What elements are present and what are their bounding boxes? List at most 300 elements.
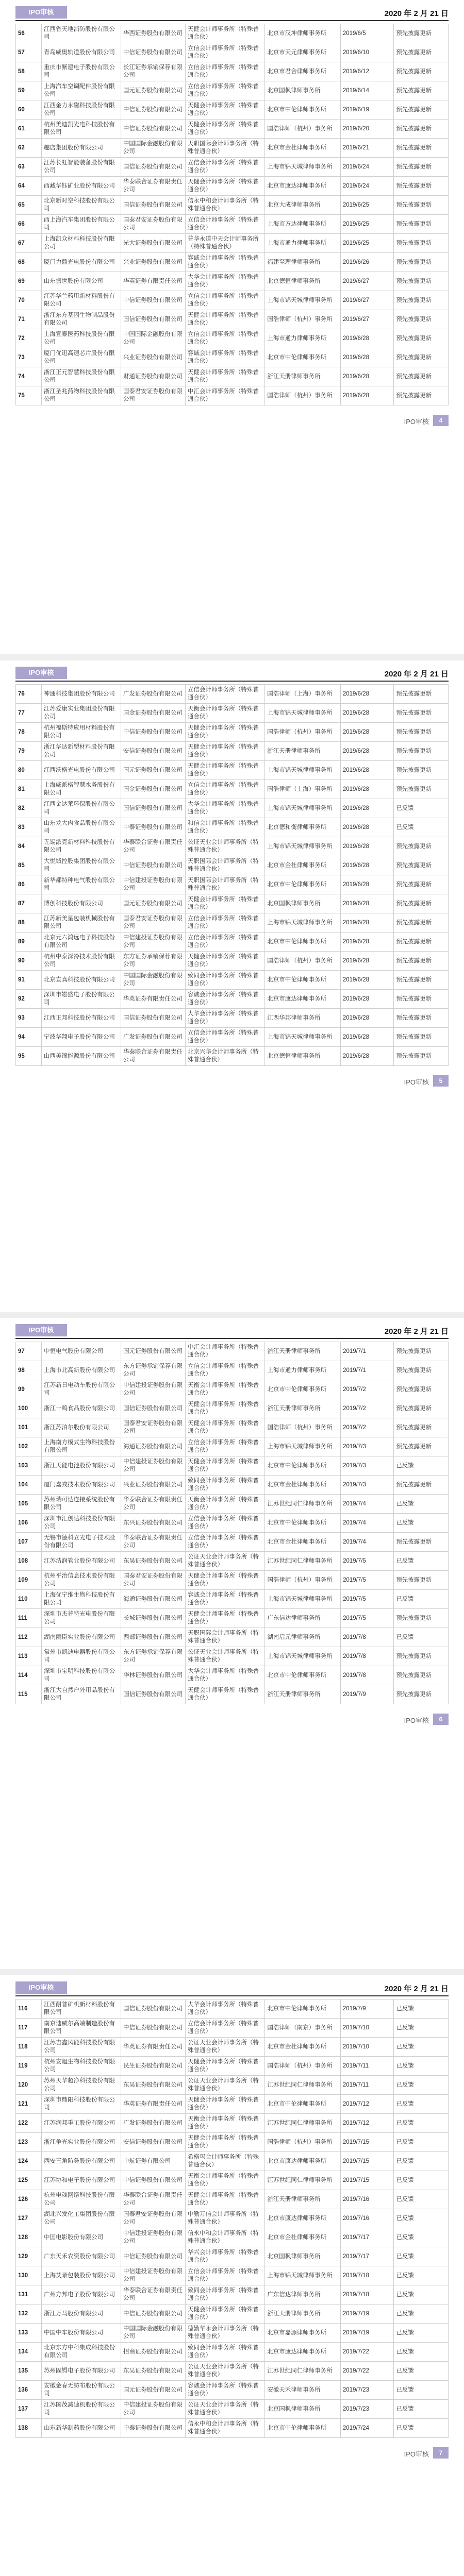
row-number: 102: [16, 1437, 42, 1456]
table-row: [16, 780, 449, 799]
filing-date: 2019/7/18: [340, 2266, 393, 2285]
review-status: 预先披露更新: [394, 1380, 449, 1399]
accounting-firm: 容诚会计师事务所（特殊普通合伙）: [186, 1590, 265, 1609]
table-body: [16, 685, 449, 1066]
review-status: 已反馈: [394, 799, 449, 818]
law-firm: 北京市天元律师事务所: [265, 43, 341, 62]
sponsor-name: 国元证券股份有限公司: [121, 2381, 186, 2400]
company-name: 苏州天华超净科技股份有限公司: [42, 2076, 121, 2095]
law-firm: 北京市中伦律师事务所: [265, 1514, 341, 1533]
sponsor-name: 民生证券股份有限公司: [121, 2057, 186, 2076]
review-status: 预先披露更新: [394, 196, 449, 215]
table-row: [16, 933, 449, 952]
page-footer: [325, 2447, 449, 2459]
filing-date: 2019/7/16: [340, 2209, 393, 2228]
sponsor-name: 国信证券股份有限公司: [121, 310, 185, 329]
company-name: 无锡市德科立光电子技术股份有限公司: [42, 1533, 121, 1552]
table-row: [16, 952, 449, 971]
accounting-firm: 普华永道中天会计师事务所（特殊普通合伙）: [185, 234, 264, 253]
company-name: 浙江一鸣食品股份有限公司: [42, 1399, 121, 1418]
review-status: 预先披露更新: [394, 1047, 449, 1066]
filing-date: 2019/6/28: [340, 818, 393, 837]
table-row: [16, 24, 449, 43]
accounting-firm: 立信会计师事务所（特殊普通合伙）: [185, 43, 264, 62]
row-number: 70: [16, 291, 42, 310]
review-status: 已反馈: [394, 2381, 449, 2400]
law-firm: 江苏世纪同仁律师事务所: [265, 2362, 341, 2381]
filing-date: 2019/7/2: [341, 1399, 394, 1418]
law-firm: 上海市锦天城律师事务所: [265, 2266, 341, 2285]
company-name: 重庆市紫建电子股份有限公司: [41, 62, 121, 81]
accounting-firm: 天健会计师事务所（特殊普通合伙）: [186, 1418, 265, 1437]
accounting-firm: 天健会计师事务所（特殊普通合伙）: [185, 310, 264, 329]
law-firm: 北京市康达律师事务所: [265, 177, 341, 196]
sponsor-name: 兴业证券股份有限公司: [121, 348, 185, 367]
review-status: 预先披露更新: [394, 367, 449, 386]
sponsor-name: 中信建投证券股份有限公司: [121, 2400, 186, 2419]
company-name: 上海汽车空调配件股份有限公司: [41, 81, 121, 100]
accounting-firm: 信永中和会计师事务所（特殊普通合伙）: [186, 2228, 265, 2247]
filing-date: 2019/6/27: [340, 291, 393, 310]
accounting-firm: 天衡会计师事务所（特殊普通合伙）: [185, 704, 264, 723]
row-number: 71: [16, 310, 42, 329]
row-number: 94: [16, 1028, 42, 1047]
page-footer: [325, 415, 449, 426]
row-number: 129: [16, 2247, 42, 2266]
sponsor-name: 华英证券有限责任公司: [121, 272, 185, 291]
law-firm: 北京市汉坤律师事务所: [265, 24, 341, 43]
table-row: [16, 43, 449, 62]
filing-date: 2019/6/28: [340, 856, 393, 875]
law-firm: 上海市锦天城律师事务所: [265, 158, 341, 177]
table-row: [16, 234, 449, 253]
row-number: 91: [16, 971, 42, 990]
review-status: 预先披露更新: [394, 933, 449, 952]
filing-date: 2019/7/5: [341, 1590, 394, 1609]
accounting-firm: 容诚会计师事务所（特殊普通合伙）: [185, 253, 264, 272]
row-number: 57: [16, 43, 42, 62]
table-row: [16, 723, 449, 742]
review-status: 预先披露更新: [394, 1476, 449, 1495]
row-number: 62: [16, 139, 42, 158]
sponsor-name: 中信建投证券股份有限公司: [121, 2266, 186, 2285]
accounting-firm: 希格玛会计师事务所（特殊普通合伙）: [186, 2152, 265, 2171]
law-firm: 北京德恒律师事务所: [265, 272, 341, 291]
company-name: 浙江华达新型材料股份有限公司: [41, 742, 121, 761]
row-number: 86: [16, 875, 42, 894]
accounting-firm: 公证天业会计师事务所（特殊普通合伙）: [186, 2038, 265, 2057]
filing-date: 2019/7/22: [340, 2362, 393, 2381]
law-firm: 国浩律师（杭州）事务所: [265, 1418, 341, 1437]
filing-date: 2019/6/28: [340, 780, 393, 799]
review-status: 已反馈: [394, 2362, 449, 2381]
review-status: 已反馈: [394, 2057, 449, 2076]
filing-date: 2019/7/3: [341, 1476, 394, 1495]
sponsor-name: 东吴证券股份有限公司: [121, 2076, 186, 2095]
filing-date: 2019/7/11: [340, 2076, 393, 2095]
table-row: [16, 2400, 449, 2419]
review-status: 预先披露更新: [394, 120, 449, 139]
accounting-firm: 天健会计师事务所（特殊普通合伙）: [186, 2057, 265, 2076]
filing-date: 2019/6/28: [340, 875, 393, 894]
law-firm: 北京市中伦律师事务所: [265, 875, 341, 894]
table-row: [16, 253, 449, 272]
law-firm: 北京市康达律师事务所: [265, 2152, 341, 2171]
footer-text: IPO审核: [404, 2450, 429, 2458]
company-name: 浙江万马股份有限公司: [42, 2304, 121, 2324]
table-row: [16, 62, 449, 81]
sponsor-name: 华英证券有限责任公司: [121, 990, 185, 1009]
table-row: [16, 875, 449, 894]
table-row: [16, 177, 449, 196]
table-body: [16, 1342, 449, 1704]
sponsor-name: 国信证券股份有限公司: [121, 1685, 186, 1704]
accounting-firm: 天健会计师事务所（特殊普通合伙）: [185, 367, 264, 386]
table-row: [16, 913, 449, 933]
row-number: 66: [16, 215, 42, 234]
filing-date: 2019/7/5: [341, 1609, 394, 1628]
filing-date: 2019/6/28: [340, 685, 393, 704]
accounting-firm: 天健会计师事务所（特殊普通合伙）: [185, 723, 264, 742]
row-number: 122: [16, 2114, 42, 2133]
row-number: 80: [16, 761, 42, 780]
review-status: 预先披露更新: [394, 81, 449, 100]
row-number: 109: [16, 1571, 42, 1590]
table-row: [16, 742, 449, 761]
table-row: [16, 2095, 449, 2114]
filing-date: 2019/7/23: [340, 2400, 393, 2419]
accounting-firm: 致同会计师事务所（特殊普通合伙）: [185, 971, 264, 990]
accounting-firm: 立信会计师事务所（特殊普通合伙）: [185, 913, 264, 933]
table-row: [16, 2266, 449, 2285]
law-firm: 国浩律师（杭州）事务所: [265, 120, 341, 139]
accounting-firm: 和信会计师事务所（特殊普通合伙）: [185, 818, 264, 837]
header-tag: IPO审核: [15, 1981, 67, 1994]
row-number: 107: [16, 1533, 42, 1552]
company-name: 杭州平治信息技术股份有限公司: [42, 1571, 121, 1590]
row-number: 113: [16, 1647, 42, 1666]
page-number: 7: [433, 2447, 449, 2459]
filing-date: 2019/7/19: [340, 2324, 393, 2343]
row-number: 112: [16, 1628, 42, 1647]
company-name: 中恒电气股份有限公司: [42, 1342, 121, 1361]
company-name: 深圳市汇创达科技股份有限公司: [42, 1514, 121, 1533]
filing-date: 2019/6/28: [340, 799, 393, 818]
company-name: 深圳市宝明科技股份有限公司: [42, 1666, 121, 1685]
accounting-firm: 天职国际会计师事务所（特殊普通合伙）: [185, 875, 264, 894]
law-firm: 上海市通力律师事务所: [265, 234, 341, 253]
company-name: 杭州电魂网络科技股份有限公司: [42, 2190, 121, 2209]
table-row: [16, 120, 449, 139]
table-row: [16, 1418, 449, 1437]
company-name: 山东新华制药股份有限公司: [42, 2419, 121, 2438]
accounting-firm: 天健会计师事务所（特殊普通合伙）: [186, 2095, 265, 2114]
table-row: [16, 1361, 449, 1380]
page-footer: [325, 1075, 449, 1087]
row-number: 72: [16, 329, 42, 348]
company-name: 湖南丽臣实业股份有限公司: [42, 1628, 121, 1647]
sponsor-name: 国金证券股份有限公司: [121, 704, 185, 723]
law-firm: 北京市君合律师事务所: [265, 62, 341, 81]
filing-date: 2019/7/22: [340, 2343, 393, 2362]
table-row: [16, 2019, 449, 2038]
filing-date: 2019/6/28: [340, 329, 393, 348]
law-firm: 北京市嘉源律师事务所: [265, 2324, 341, 2343]
filing-date: 2019/6/24: [340, 158, 393, 177]
sponsor-name: 招商证券股份有限公司: [121, 2343, 186, 2362]
review-status: 预先披露更新: [394, 837, 449, 856]
table-body: [16, 24, 449, 405]
accounting-firm: 天健会计师事务所（特殊普通合伙）: [186, 2304, 265, 2324]
filing-date: 2019/7/15: [340, 2171, 393, 2190]
law-firm: 广东信达律师事务所: [265, 1609, 341, 1628]
review-status: 已反馈: [394, 1999, 449, 2019]
company-name: 江苏洁润管业股份有限公司: [42, 1552, 121, 1571]
sponsor-name: 东方证券承销保荐有限公司: [121, 1361, 186, 1380]
sponsor-name: 中信证券股份有限公司: [121, 120, 185, 139]
table-row: [16, 158, 449, 177]
company-name: 浙江天能电池股份有限公司: [42, 1456, 121, 1476]
review-status: 已反馈: [394, 1628, 449, 1647]
company-name: 山东振世股份有限公司: [41, 272, 121, 291]
law-firm: 江西华邦律师事务所: [265, 1009, 341, 1028]
accounting-firm: 天健会计师事务所（特殊普通合伙）: [186, 2133, 265, 2152]
filing-date: 2019/7/23: [340, 2381, 393, 2400]
table-row: [16, 2114, 449, 2133]
company-name: 西上海汽车集团股份有限公司: [41, 215, 121, 234]
law-firm: 北京市中伦律师事务所: [265, 100, 341, 120]
filing-date: 2019/7/4: [341, 1514, 394, 1533]
filing-date: 2019/7/9: [341, 1685, 394, 1704]
accounting-firm: 公证天业会计师事务所（特殊普通合伙）: [186, 2362, 265, 2381]
row-number: 59: [16, 81, 42, 100]
law-firm: 国浩律师（杭州）事务所: [265, 2057, 341, 2076]
sponsor-name: 东吴证券股份有限公司: [121, 2362, 186, 2381]
page-number: 5: [433, 1075, 449, 1087]
company-name: 浙江东方基因生物制品股份有限公司: [41, 310, 121, 329]
table-row: [16, 894, 449, 913]
company-name: 中国电影股份有限公司: [42, 2228, 121, 2247]
sponsor-name: 中信证券股份有限公司: [121, 2247, 186, 2266]
review-status: 预先披露更新: [394, 215, 449, 234]
table-row: [16, 348, 449, 367]
table-row: [16, 2057, 449, 2076]
filing-date: 2019/7/3: [341, 1437, 394, 1456]
row-number: 82: [16, 799, 42, 818]
document-page: [0, 1975, 464, 2576]
row-number: 126: [16, 2190, 42, 2209]
accounting-firm: 立信会计师事务所（特殊普通合伙）: [185, 81, 264, 100]
sponsor-name: 安信证券股份有限公司: [121, 2133, 186, 2152]
sponsor-name: 华泰联合证券有限责任公司: [121, 2190, 186, 2209]
accounting-firm: 容诚会计师事务所（特殊普通合伙）: [185, 990, 264, 1009]
company-name: 浙江正元智慧科技股份有限公司: [41, 367, 121, 386]
row-number: 58: [16, 62, 42, 81]
row-number: 127: [16, 2209, 42, 2228]
table-row: [16, 1514, 449, 1533]
accounting-firm: 致同会计师事务所（特殊普通合伙）: [186, 2343, 265, 2362]
sponsor-name: 华英证券有限责任公司: [121, 2038, 186, 2057]
sponsor-name: 兴业证券股份有限公司: [121, 1476, 186, 1495]
accounting-firm: 天健会计师事务所（特殊普通合伙）: [185, 952, 264, 971]
ipo-review-table: [15, 1999, 449, 2438]
header-rule: [15, 1995, 449, 1996]
company-name: 上海优宁维生物科技股份有限公司: [42, 1590, 121, 1609]
review-status: 预先披露更新: [394, 1399, 449, 1418]
company-name: 趣店集团股份有限公司: [41, 139, 121, 158]
filing-date: 2019/7/5: [341, 1552, 394, 1571]
table-row: [16, 215, 449, 234]
table-row: [16, 2190, 449, 2209]
table-row: [16, 2419, 449, 2438]
accounting-firm: 天健会计师事务所（特殊普通合伙）: [185, 24, 264, 43]
ipo-review-table: [15, 684, 449, 1066]
row-number: 130: [16, 2266, 42, 2285]
law-firm: 北京德恒律师事务所: [265, 1047, 341, 1066]
company-name: 上海市北高新股份有限公司: [42, 1361, 121, 1380]
company-name: 江西正邦科技股份有限公司: [41, 1009, 121, 1028]
review-status: 预先披露更新: [394, 704, 449, 723]
row-number: 104: [16, 1476, 42, 1495]
law-firm: 北京国枫律师事务所: [265, 81, 341, 100]
sponsor-name: 中信证券股份有限公司: [121, 723, 185, 742]
company-name: 江苏润邦重工股份有限公司: [42, 2114, 121, 2133]
review-status: 预先披露更新: [394, 685, 449, 704]
row-number: 83: [16, 818, 42, 837]
sponsor-name: 国泰君安证券股份有限公司: [121, 215, 185, 234]
review-status: 已反馈: [394, 1590, 449, 1609]
company-name: 江苏协和电子股份有限公司: [42, 2171, 121, 2190]
sponsor-name: 国泰君安证券股份有限公司: [121, 913, 185, 933]
law-firm: 国浩律师（杭州）事务所: [265, 386, 341, 405]
law-firm: 国浩律师（杭州）事务所: [265, 1571, 341, 1590]
table-row: [16, 1590, 449, 1609]
row-number: 114: [16, 1666, 42, 1685]
law-firm: 国浩律师（杭州）事务所: [265, 723, 341, 742]
review-status: 已反馈: [394, 818, 449, 837]
accounting-firm: 大华会计师事务所（特殊普通合伙）: [185, 272, 264, 291]
law-firm: 浙江天册律师事务所: [265, 1342, 341, 1361]
sponsor-name: 中航证券有限公司: [121, 2152, 186, 2171]
accounting-firm: 立信会计师事务所（特殊普通合伙）: [185, 685, 264, 704]
row-number: 65: [16, 196, 42, 215]
law-firm: 北京市金杜律师事务所: [265, 2038, 341, 2057]
law-firm: 北京市中伦律师事务所: [265, 933, 341, 952]
accounting-firm: 天健会计师事务所（特殊普通合伙）: [185, 120, 264, 139]
review-status: 预先披露更新: [394, 1647, 449, 1666]
sponsor-name: 国信证券股份有限公司: [121, 196, 185, 215]
accounting-firm: 致同会计师事务所（特殊普通合伙）: [186, 2285, 265, 2304]
sponsor-name: 华林证券股份有限公司: [121, 1666, 186, 1685]
law-firm: 北京市康达律师事务所: [265, 990, 341, 1009]
review-status: 预先披露更新: [394, 329, 449, 348]
review-status: 已反馈: [394, 2133, 449, 2152]
review-status: 预先披露更新: [394, 291, 449, 310]
company-name: 厦门优迅高速芯片股份有限公司: [41, 348, 121, 367]
table-body: [16, 1999, 449, 2438]
accounting-firm: 公证天业会计师事务所（特殊普通合伙）: [186, 1647, 265, 1666]
table-row: [16, 81, 449, 100]
company-name: 上海宣泰医药科技股份有限公司: [41, 329, 121, 348]
sponsor-name: 国金证券股份有限公司: [121, 780, 185, 799]
accounting-firm: 天职国际会计师事务所（特殊普通合伙）: [186, 1628, 265, 1647]
row-number: 136: [16, 2381, 42, 2400]
sponsor-name: 中信建投证券股份有限公司: [121, 2228, 186, 2247]
table-row: [16, 1437, 449, 1456]
accounting-firm: 天健会计师事务所（特殊普通合伙）: [186, 1609, 265, 1628]
review-status: 预先披露更新: [394, 875, 449, 894]
row-number: 88: [16, 913, 42, 933]
accounting-firm: 天健会计师事务所（特殊普通合伙）: [186, 2190, 265, 2209]
law-firm: 北京大成律师事务所: [265, 196, 341, 215]
law-firm: 湖南启元律师事务所: [265, 1628, 341, 1647]
company-name: 江苏华兰药用新材料股份有限公司: [41, 291, 121, 310]
sponsor-name: 国信证券股份有限公司: [121, 799, 185, 818]
filing-date: 2019/6/5: [340, 24, 393, 43]
table-row: [16, 367, 449, 386]
company-name: 江苏爱康实业集团股份有限公司: [41, 704, 121, 723]
filing-date: 2019/7/2: [341, 1380, 394, 1399]
table-row: [16, 2247, 449, 2266]
law-firm: 上海市锦天城律师事务所: [265, 291, 341, 310]
footer-text: IPO审核: [404, 1717, 429, 1724]
table-row: [16, 818, 449, 837]
row-number: 68: [16, 253, 42, 272]
accounting-firm: 大华会计师事务所（特殊普通合伙）: [185, 799, 264, 818]
row-number: 69: [16, 272, 42, 291]
filing-date: 2019/7/24: [340, 2419, 393, 2438]
row-number: 97: [16, 1342, 42, 1361]
sponsor-name: 国元证券股份有限公司: [121, 81, 185, 100]
ipo-review-table: [15, 24, 449, 405]
filing-date: 2019/6/28: [340, 742, 393, 761]
sponsor-name: 中国国际金融股份有限公司: [121, 971, 185, 990]
table-row: [16, 685, 449, 704]
company-name: 大悦城控股集团股份有限公司: [41, 856, 121, 875]
table-row: [16, 1533, 449, 1552]
page-separator: [0, 654, 464, 660]
review-status: 已反馈: [394, 2400, 449, 2419]
company-name: 杭州安旭生物科技股份有限公司: [42, 2057, 121, 2076]
sponsor-name: 华泰联合证券有限责任公司: [121, 1047, 185, 1066]
table-row: [16, 2152, 449, 2171]
row-number: 131: [16, 2285, 42, 2304]
filing-date: 2019/7/8: [341, 1666, 394, 1685]
row-number: 137: [16, 2400, 42, 2419]
company-name: 西安三角防务股份有限公司: [42, 2152, 121, 2171]
filing-date: 2019/6/19: [340, 100, 393, 120]
law-firm: 福建至理律师事务所: [265, 253, 341, 272]
company-name: 北京直真科技股份有限公司: [41, 971, 121, 990]
law-firm: 江苏世纪同仁律师事务所: [265, 1552, 341, 1571]
accounting-firm: 天衡会计师事务所（特殊普通合伙）: [186, 2171, 265, 2190]
sponsor-name: 国元证券股份有限公司: [121, 761, 185, 780]
header-tag: IPO审核: [15, 1324, 67, 1336]
row-number: 67: [16, 234, 42, 253]
company-name: 宁波华翔电子股份有限公司: [41, 1028, 121, 1047]
row-number: 134: [16, 2343, 42, 2362]
review-status: 预先披露更新: [394, 971, 449, 990]
accounting-firm: 立信会计师事务所（特殊普通合伙）: [186, 2266, 265, 2285]
review-status: 预先披露更新: [394, 234, 449, 253]
sponsor-name: 广发证券股份有限公司: [121, 1028, 185, 1047]
table-row: [16, 837, 449, 856]
page-header: [15, 6, 449, 20]
filing-date: 2019/6/14: [340, 81, 393, 100]
header-date: 2020 年 2 月 21 日: [384, 1985, 449, 1993]
filing-date: 2019/6/27: [340, 272, 393, 291]
row-number: 85: [16, 856, 42, 875]
